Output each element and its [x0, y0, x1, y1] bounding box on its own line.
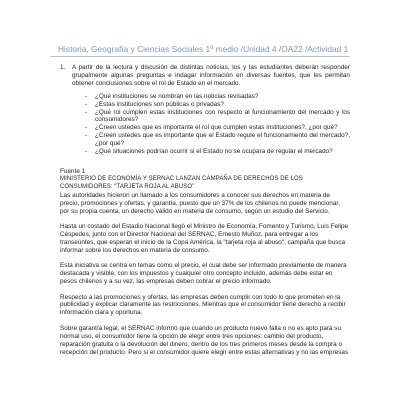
- source-headline-line-2: CONSUMIDORES: “TARJETA ROJA AL ABUSO”: [60, 183, 195, 190]
- page-header: Historia, Geografía y Ciencias Sociales 1º medio /Unidad 4 /OA22 /Actividad 1: [58, 44, 349, 54]
- question-intro-text: A partir de la lectura y discusión de distintas noticias, los y las estudiantes deberán responder grupalmente algunas preguntas e indagar información en diversas fuentes, que les permitan obtener conclusiones sobre el rol de Estado en el mercado.: [72, 64, 350, 87]
- question-item: - ¿Qué instituciones se nombran en las noticias revisadas?: [85, 93, 350, 101]
- question-intro: [60, 64, 350, 88]
- question-list: [60, 93, 350, 156]
- document-body: [60, 64, 350, 364]
- source-paragraph: Respecto a las promociones y ofertas, las empresas deben cumplir con todo lo que prometen en la publicidad y explicar claramente las restricciones. Mientras que el consumidor tiene derecho a recibir información clara y oportuna.: [60, 293, 346, 317]
- question-item: - ¿Qué rol cumplen estas instituciones con respecto al funcionamiento del mercado y los consumidores?: [85, 109, 350, 125]
- source-headline-line-1: MINISTERIO DE ECONOMÍA Y SERNAC LANZAN CAMPAÑA DE DERECHOS DE LOS: [60, 175, 303, 182]
- question-item: - ¿Qué situaciones podrían ocurrir si el Estado no se ocupara de regular el mercado?: [85, 148, 350, 156]
- question-item: - ¿Creen ustedes que es importante el rol que cumplen estas instituciones?, ¿por qué?: [85, 124, 350, 132]
- source-label: Fuente 1: [60, 167, 86, 175]
- source-paragraph: Las autoridades hicieron un llamado a los consumidores a conocer sus derechos en materia de precio, promociones y ofertas, y garantía, puesto que un 37% de los chilenos no puede mencionar, por su propia cuenta, un derecho válido en materia de consumo, según un estudio del Servicio.: [60, 191, 340, 215]
- question-number: 1.: [60, 64, 66, 71]
- question-item: - ¿Creen ustedes que es importante que el Estado regule el funcionamiento del mercado?, ¿por qué?: [85, 132, 350, 148]
- question-item: - ¿Estas instituciones son públicas o privadas?: [85, 101, 350, 109]
- source-section: [60, 168, 350, 357]
- source-paragraph: Esta iniciativa se centra en temas como el precio, el cual debe ser informado previamente de manera destacada y visible, con los impuestos y cualquier otro concepto incluido, además debe estar en pesos chilenos y a su vez, las empresas deben cobrar el precio informado.: [60, 262, 347, 286]
- header-divider: [50, 56, 350, 57]
- source-paragraph: Sobre garantía legal, el SERNAC informó que cuando un producto nuevo falla o no es apto para su normal uso, el consumidor tiene la opción de elegir entre tres opciones: cambio del producto, reparación gratuita o la devolución del dinero, dentro de los tres primeros meses desde la compra o recepción del producto. Pero si el consumidor quiere elegir entre estas alternativas y no las empresas: [60, 324, 349, 356]
- source-paragraph: Hasta un costado del Estadio Nacional llegó el Ministro de Economía, Fomento y Turismo, Luis Felipe Céspedes, junto con el Director Nacional del SERNAC, Ernesto Muñoz, para entregar a los transeúntes, que esperan el inicio de la Copa América, la "tarjeta roja al abuso", campaña que busca informar sobre los derechos en materia de consumo.: [60, 223, 349, 254]
